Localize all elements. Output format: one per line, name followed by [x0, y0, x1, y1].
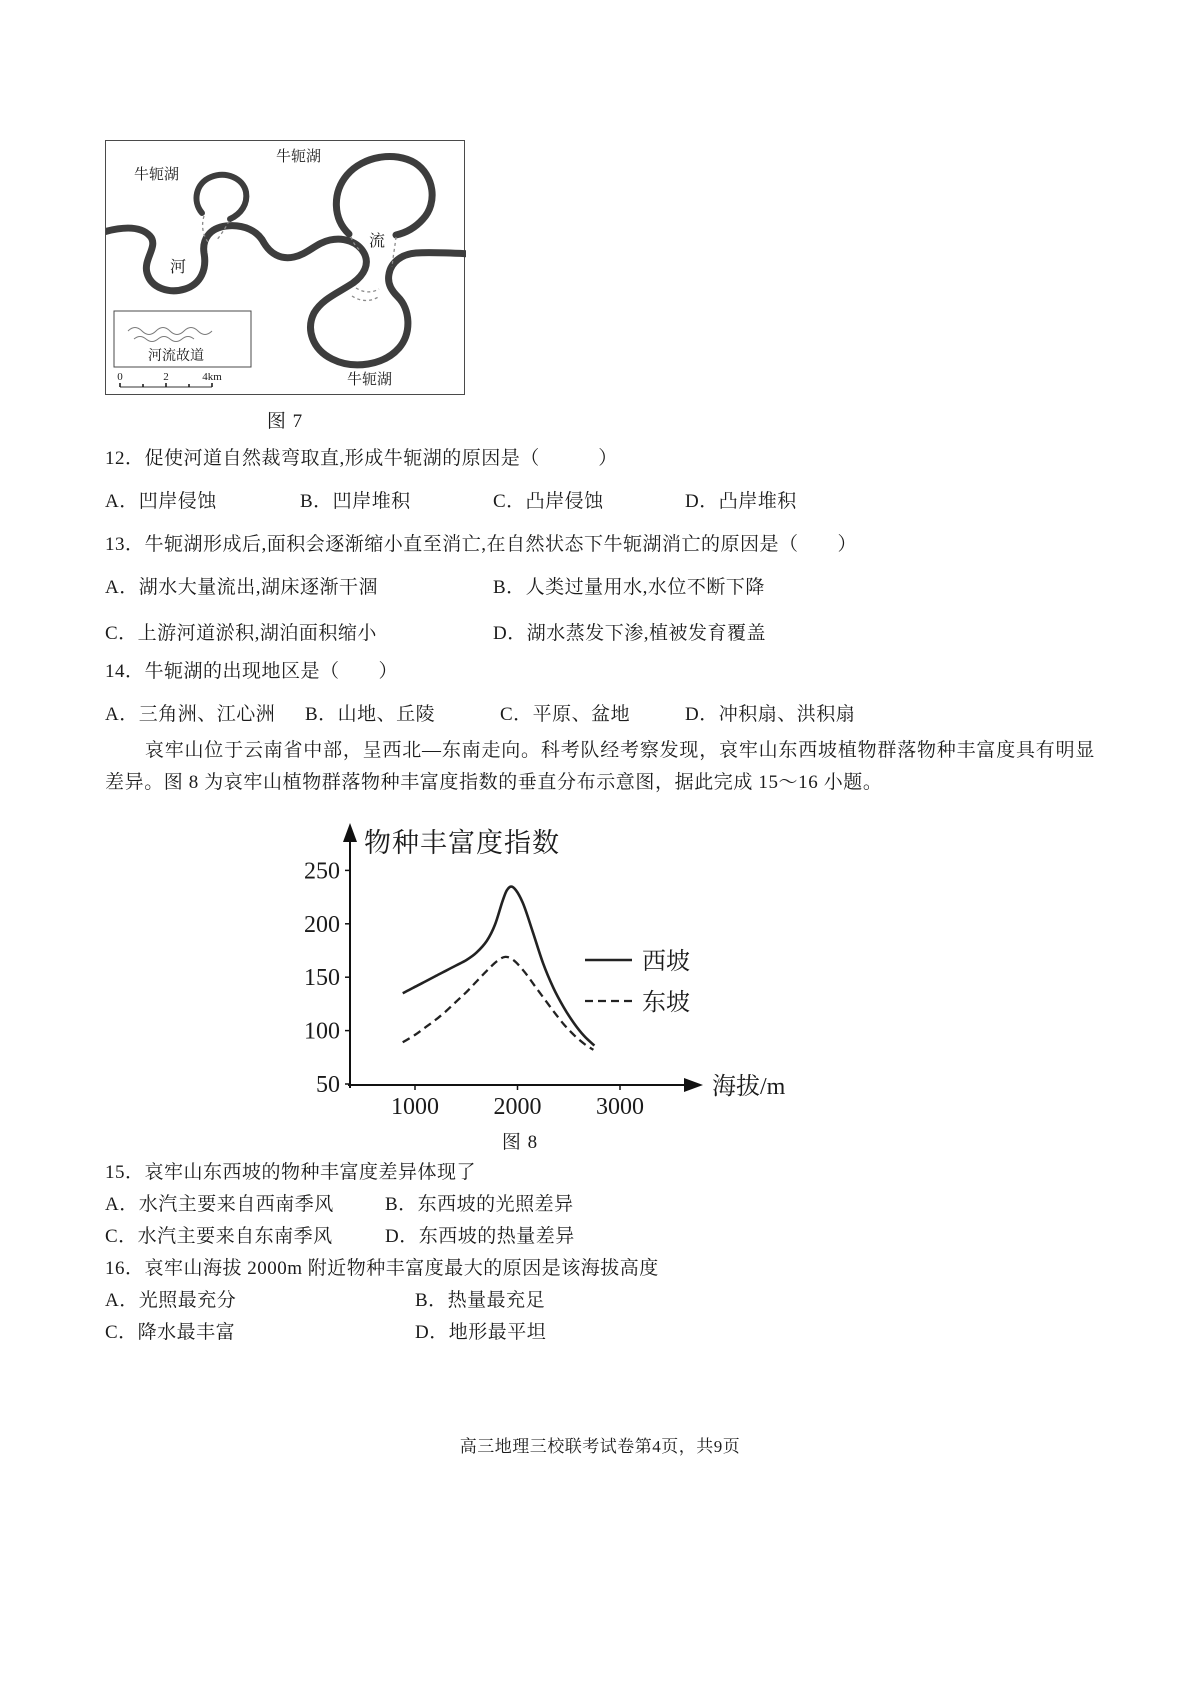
q12-option-a: A．凹岸侵蚀 [105, 491, 217, 512]
x-axis-label: 海拔/m [712, 1074, 786, 1100]
q14-option-c: C．平原、盆地 [500, 704, 631, 725]
series-west-slope-line [403, 887, 595, 1046]
figure8-caption: 图 8 [501, 1132, 539, 1153]
oxbow-lake-topright-path [336, 157, 432, 235]
page-footer: 高三地理三校联考试卷第4页，共9页 [459, 1437, 741, 1456]
y-tick-label: 100 [304, 1018, 340, 1045]
old-channel-trace [356, 288, 379, 292]
river-label-he: 河 [170, 259, 187, 276]
q13-option-d: D．湖水蒸发下渗,植被发育覆盖 [493, 623, 766, 644]
map-legend-label: 河流故道 [148, 349, 204, 364]
legend-east-label: 东坡 [642, 990, 690, 1016]
figure7-caption: 图 7 [266, 411, 304, 432]
oxbow-label-topright: 牛轭湖 [276, 149, 322, 165]
chart-title: 物种丰富度指数 [364, 828, 560, 858]
x-tick-label: 3000 [596, 1094, 644, 1120]
x-tick-label: 1000 [391, 1094, 439, 1120]
q12-option-c: C．凸岸侵蚀 [493, 491, 604, 512]
q16-option-a: A．光照最充分 [105, 1290, 237, 1311]
q16-option-d: D．地形最平坦 [415, 1322, 547, 1343]
q12-option-b: B．凹岸堆积 [300, 491, 411, 512]
river-label-liu: 流 [369, 233, 386, 250]
question-15-stem: 15．哀牢山东西坡的物种丰富度差异体现了 [105, 1162, 477, 1183]
series-east-slope-line [403, 957, 594, 1050]
figure7-map [105, 140, 465, 395]
question-13-stem: 13．牛轭湖形成后,面积会逐渐缩小直至消亡,在自然状态下牛轭湖消亡的原因是（ ） [105, 534, 858, 555]
question-12-stem: 12．促使河道自然裁弯取直,形成牛轭湖的原因是（ ） [105, 448, 618, 469]
figure7-map-svg [106, 141, 466, 396]
q13-option-c: C．上游河道淤积,湖泊面积缩小 [105, 623, 377, 644]
q16-option-c: C．降水最丰富 [105, 1322, 236, 1343]
q13-option-b: B．人类过量用水,水位不断下降 [493, 577, 765, 598]
passage-text: 哀牢山位于云南省中部，呈西北—东南走向。科考队经考察发现，哀牢山东西坡植物群落物种丰富度具有明显差异。图 8 为哀牢山植物群落物种丰富度指数的垂直分布示意图，据此完成 15～16 小题。 [105, 740, 1095, 793]
scale-label-4km: 4km [202, 371, 222, 383]
oxbow-lake-topleft-path [196, 175, 246, 219]
q15-option-d: D．东西坡的热量差异 [385, 1226, 575, 1247]
y-tick-label: 200 [304, 911, 340, 938]
scale-label-2: 2 [163, 371, 169, 383]
q15-option-b: B．东西坡的光照差异 [385, 1194, 574, 1215]
old-channel-trace [352, 296, 380, 301]
question-14-stem: 14．牛轭湖的出现地区是（ ） [105, 661, 399, 682]
x-axis-arrow [684, 1078, 703, 1092]
oxbow-label-topleft: 牛轭湖 [134, 167, 180, 183]
q14-option-b: B．山地、丘陵 [305, 704, 436, 725]
figure8-chart-container [280, 810, 840, 1145]
x-tick-label: 2000 [493, 1094, 542, 1120]
legend-west-label: 西坡 [642, 949, 690, 975]
question-16-stem: 16．哀牢山海拔 2000m 附近物种丰富度最大的原因是该海拔高度 [105, 1258, 659, 1279]
q14-option-a: A．三角洲、江心洲 [105, 704, 276, 725]
q15-option-a: A．水汽主要来自西南季风 [105, 1194, 334, 1215]
y-axis-arrow [343, 823, 357, 842]
q15-option-c: C．水汽主要来自东南季风 [105, 1226, 333, 1247]
y-tick-label: 250 [304, 858, 340, 885]
y-tick-label: 50 [316, 1072, 340, 1098]
figure8-chart [280, 810, 840, 1145]
q14-option-d: D．冲积扇、洪积扇 [685, 704, 856, 725]
scale-label-0: 0 [117, 371, 123, 383]
q16-option-b: B．热量最充足 [415, 1290, 546, 1311]
q12-option-d: D．凸岸堆积 [685, 491, 797, 512]
q13-option-a: A．湖水大量流出,湖床逐渐干涸 [105, 577, 378, 598]
oxbow-label-bottom: 牛轭湖 [347, 372, 393, 388]
y-tick-label: 150 [304, 965, 340, 992]
